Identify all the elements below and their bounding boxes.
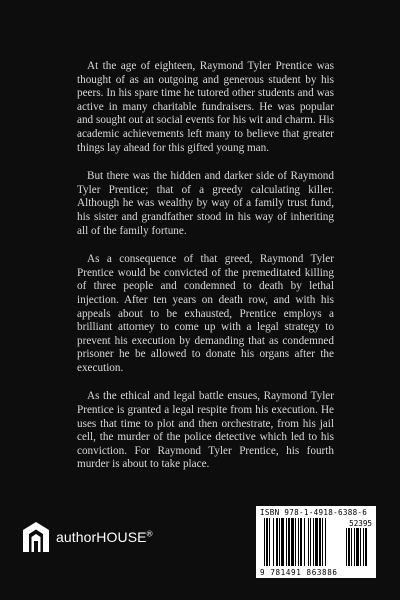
authorhouse-logo-icon xyxy=(22,521,50,553)
blurb-paragraph-4: As the ethical and legal battle ensues, Raymond Tyler Prentice is granted a legal respite from his execution. He uses that time to plot and then orchestrate, from his jail cell, the murder of the police detective which led to his conviction. For Raymond Tyler Prentice, his fourth murder is about to take place. xyxy=(77,390,334,471)
barcode-addon-number: 52395 xyxy=(349,519,372,528)
ean-number: 9 781491 863886 xyxy=(260,568,338,577)
publisher-name: authorHOUSE® xyxy=(56,529,153,545)
blurb-paragraph-1: At the age of eighteen, Raymond Tyler Prentice was thought of as an outgoing and generous student by his peers. In his spare time he tutored other students and was active in many charitable fundraisers. He was popular and sought out at social events for his wit and charm. His academic achievements left many to believe that greater things lay ahead for this gifted young man. xyxy=(77,60,334,154)
back-cover-blurb xyxy=(77,60,334,487)
isbn-label: ISBN 978-1-4918-6388-6 xyxy=(260,508,368,517)
isbn-barcode xyxy=(256,506,376,578)
blurb-paragraph-2: But there was the hidden and darker side of Raymond Tyler Prentice; that of a greedy calculating killer. Although he was wealthy by way of a family trust fund, his sister and grandfather stood in his way of inheriting all of the family fortune. xyxy=(77,170,334,237)
publisher-logo xyxy=(22,521,153,553)
blurb-paragraph-3: As a consequence of that greed, Raymond Tyler Prentice would be convicted of the premeditated killing of three people and condemned to death by lethal injection. After ten years on death row, and with his appeals about to be exhausted, Prentice employs a brilliant attorney to come up with a legal strategy to prevent his execution by demanding that as condemned prisoner he be allowed to donate his organs after the execution. xyxy=(77,253,334,374)
barcode-bars xyxy=(262,518,370,568)
